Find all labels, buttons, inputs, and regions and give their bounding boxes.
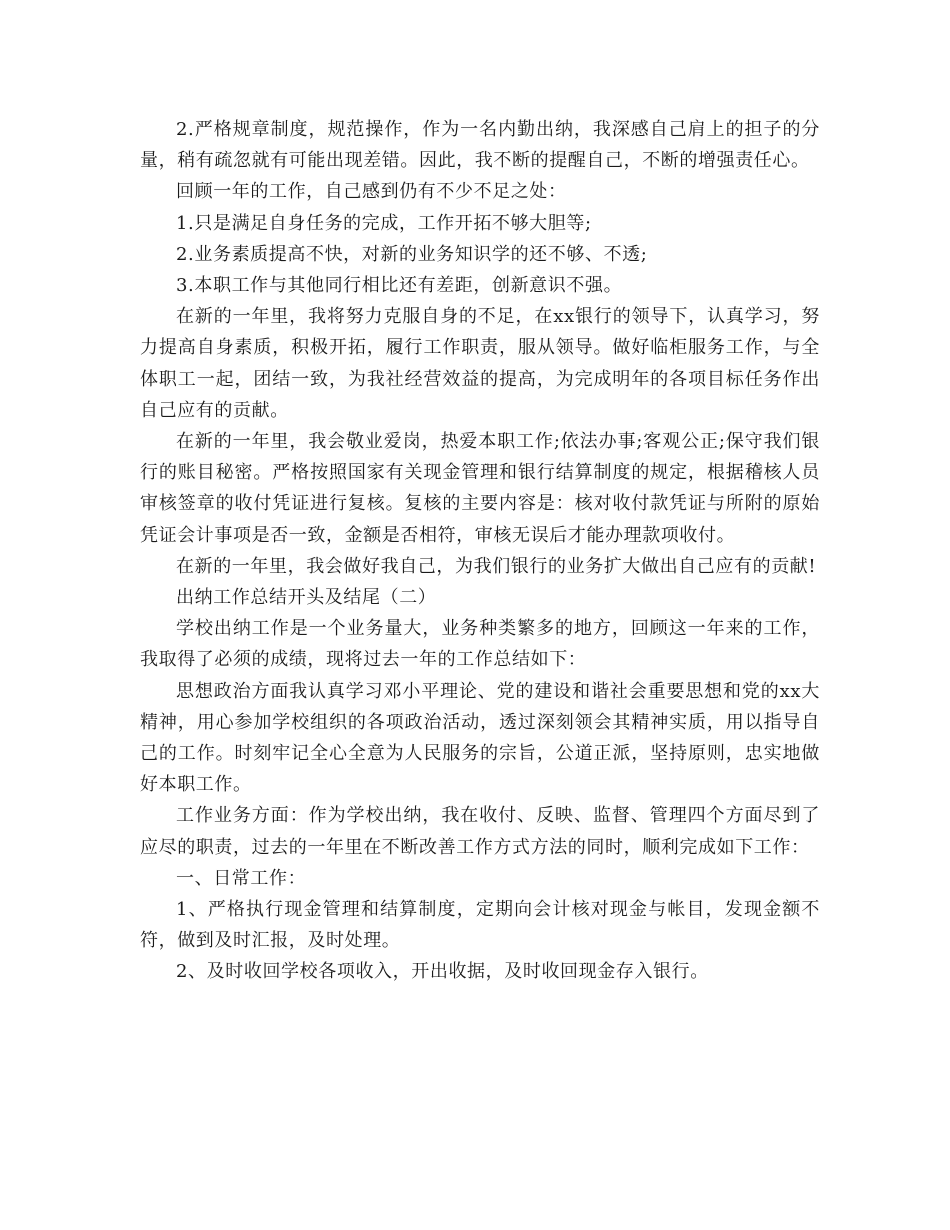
list-item: 3.本职工作与其他同行相比还有差距，创新意识不强。 [176,275,623,297]
list-item: 2.业务素质提高不快，对新的业务知识学的还不够、不透; [176,243,648,265]
paragraph: 在新的一年里，我会做好我自己，为我们银行的业务扩大做出自己应有的贡献! [176,555,817,577]
document-body [140,114,820,988]
list-item: 2、及时收回学校各项收入，开出收据，及时收回现金存入银行。 [176,961,709,983]
paragraph: 回顾一年的工作，自己感到仍有不少不足之处： [176,181,567,203]
paragraph: 在新的一年里，我会敬业爱岗，热爱本职工作;依法办事;客观公正;保守我们银行的账目秘密。严格按照国家有关现金管理和银行结算制度的规定，根据稽核人员审核签章的收付凭证进行复核。复核的主要内容是：核对收付款凭证与所附的原始凭证会计事项是否一致，金额是否相符，审核无误后才能办理款项收付。 [140,431,820,546]
paragraph: 工作业务方面：作为学校出纳，我在收付、反映、监督、管理四个方面尽到了应尽的职责，过去的一年里在不断改善工作方式方法的同时，顺利完成如下工作： [140,805,820,858]
list-item: 1.只是满足自身任务的完成，工作开拓不够大胆等; [176,212,592,234]
list-item: 1、严格执行现金管理和结算制度，定期向会计核对现金与帐目，发现金额不符，做到及时汇报，及时处理。 [140,899,820,952]
subsection-heading: 一、日常工作： [176,867,307,889]
paragraph: 学校出纳工作是一个业务量大，业务种类繁多的地方，回顾这一年来的工作，我取得了必须的成绩，现将过去一年的工作总结如下： [140,618,820,671]
section-heading: 出纳工作总结开头及结尾（二） [176,587,437,609]
paragraph: 在新的一年里，我将努力克服自身的不足，在xx银行的领导下，认真学习，努力提高自身素质，积极开拓，履行工作职责，服从领导。做好临柜服务工作，与全体职工一起，团结一致，为我社经营效益的提高，为完成明年的各项目标任务作出自己应有的贡献。 [140,306,820,421]
paragraph: 2.严格规章制度，规范操作，作为一名内勤出纳，我深感自己肩上的担子的分量，稍有疏忽就有可能出现差错。因此，我不断的提醒自己，不断的增强责任心。 [140,119,820,172]
paragraph: 思想政治方面我认真学习邓小平理论、党的建设和谐社会重要思想和党的xx大精神，用心参加学校组织的各项政治活动，透过深刻领会其精神实质，用以指导自己的工作。时刻牢记全心全意为人民服务的宗旨，公道正派，坚持原则，忠实地做好本职工作。 [140,680,820,796]
